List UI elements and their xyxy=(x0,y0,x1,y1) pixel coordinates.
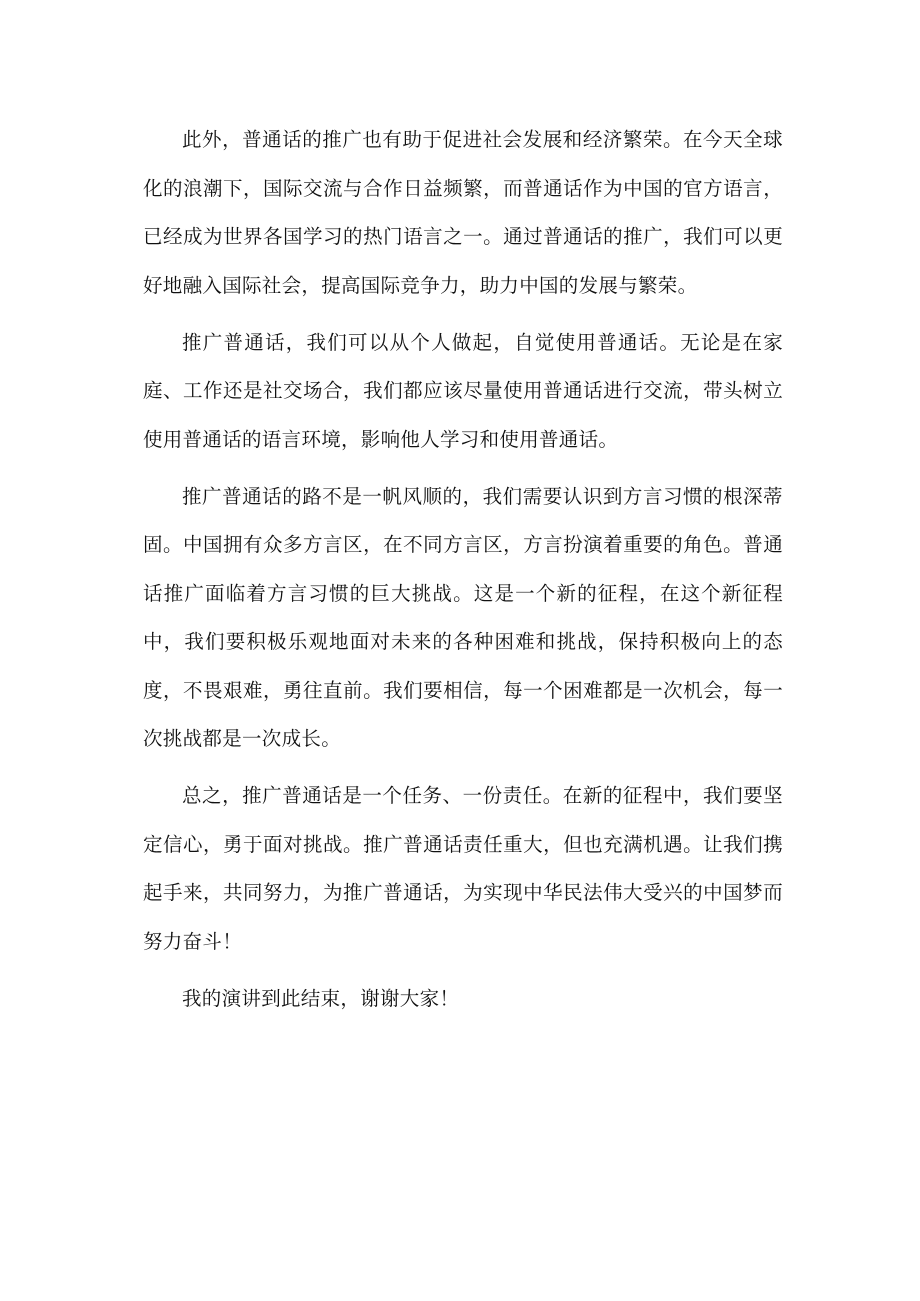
closing-paragraph: 我的演讲到此结束，谢谢大家！ xyxy=(182,986,460,1010)
paragraph-3: 推广普通话的路不是一帆风顺的，我们需要认识到方言习惯的根深蒂固。中国拥有众多方言区，在不同方言区，方言扮演着重要的角色。普通话推广面临着方言习惯的巨大挑战。这是一个新的征程，在这个新征程中，我们要积极乐观地面对未来的各种困难和挑战，保持积极向上的态度，不畏艰难，勇往直前。我们要相信，每一个困难都是一次机会，每一次挑战都是一次成长。 xyxy=(143,484,783,750)
document-body xyxy=(143,116,783,1032)
paragraph-4: 总之，推广普通话是一个任务、一份责任。在新的征程中，我们要坚定信心，勇于面对挑战。推广普通话责任重大，但也充满机遇。让我们携起手来，共同努力，为推广普通话，为实现中华民法伟大受兴的中国梦而努力奋斗！ xyxy=(143,784,783,953)
paragraph-2: 推广普通话，我们可以从个人做起，自觉使用普通话。无论是在家庭、工作还是社交场合，我们都应该尽量使用普通话进行交流，带头树立使用普通话的语言环境，影响他人学习和使用普通话。 xyxy=(143,330,783,451)
paragraph-1: 此外，普通话的推广也有助于促进社会发展和经济繁荣。在今天全球化的浪潮下，国际交流与合作日益频繁，而普通话作为中国的官方语言，已经成为世界各国学习的热门语言之一。通过普通话的推广，我们可以更好地融入国际社会，提高国际竞争力，助力中国的发展与繁荣。 xyxy=(143,128,783,297)
